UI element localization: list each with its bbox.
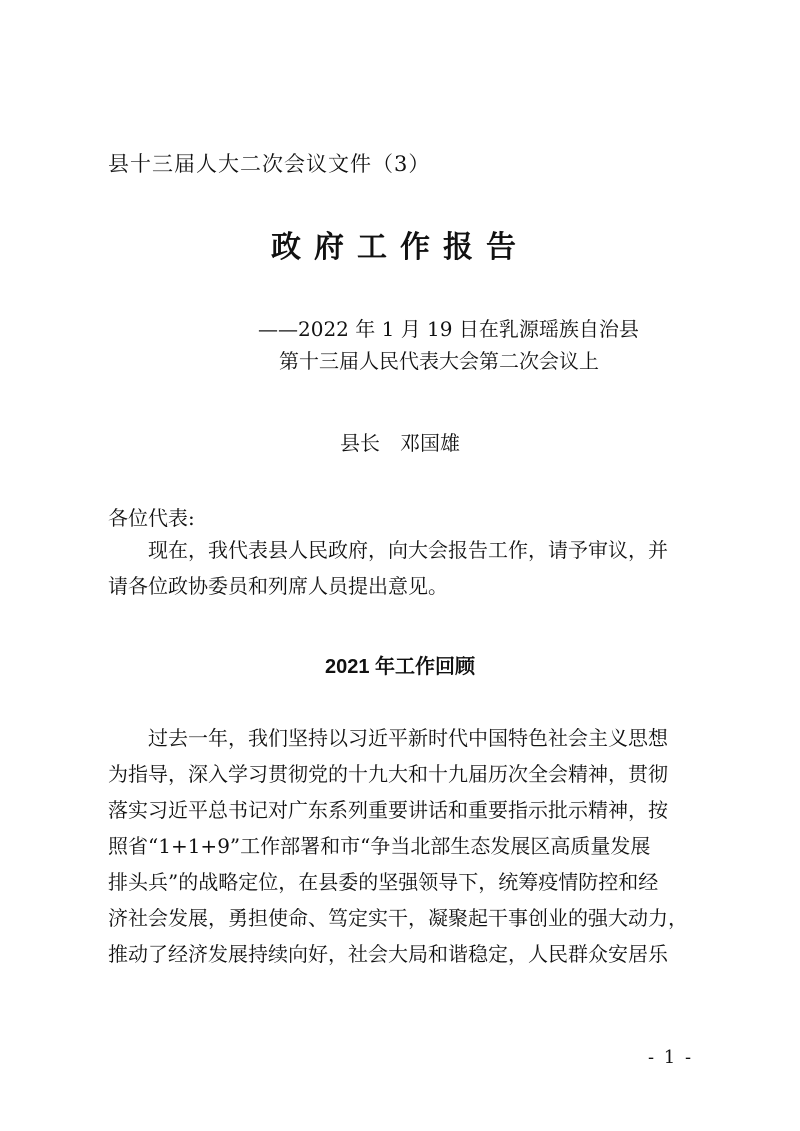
paragraph-line: 济社会发展，勇担使命、笃定实干，凝聚起干事创业的强大动力， bbox=[108, 906, 688, 930]
paragraph-line: 请各位政协委员和列席人员提出意见。 bbox=[108, 574, 448, 598]
paragraph-line: 现在，我代表县人民政府，向大会报告工作，请予审议，并 bbox=[148, 538, 668, 562]
greeting: 各位代表: bbox=[108, 506, 195, 530]
subtitle-line-1: ——2022 年 1 月 19 日在乳源瑶族自治县 bbox=[258, 317, 639, 341]
intro-paragraph bbox=[108, 532, 708, 604]
review-paragraph bbox=[108, 720, 708, 972]
document-label: 县十三届人大二次会议文件（3） bbox=[108, 152, 431, 176]
paragraph-line: 过去一年，我们坚持以习近平新时代中国特色社会主义思想 bbox=[148, 726, 668, 750]
paragraph-line: 照省“1+1+9”工作部署和市“争当北部生态发展区高质量发展 bbox=[108, 834, 651, 858]
paragraph-line: 落实习近平总书记对广东系列重要讲话和重要指示批示精神，按 bbox=[108, 798, 668, 822]
section-heading: 2021 年工作回顾 bbox=[324, 656, 476, 678]
document-title: 政府工作报告 bbox=[271, 230, 529, 265]
paragraph-line: 排头兵”的战略定位，在县委的坚强领导下，统筹疫情防控和经 bbox=[108, 870, 659, 894]
speaker-name: 县长 邓国雄 bbox=[340, 431, 460, 455]
subtitle-line-2: 第十三届人民代表大会第二次会议上 bbox=[279, 349, 599, 373]
paragraph-line: 为指导，深入学习贯彻党的十九大和十九届历次全会精神，贯彻 bbox=[108, 762, 668, 786]
paragraph-line: 推动了经济发展持续向好，社会大局和谐稳定，人民群众安居乐 bbox=[108, 942, 668, 966]
page-number: - 1 - bbox=[648, 1047, 694, 1068]
